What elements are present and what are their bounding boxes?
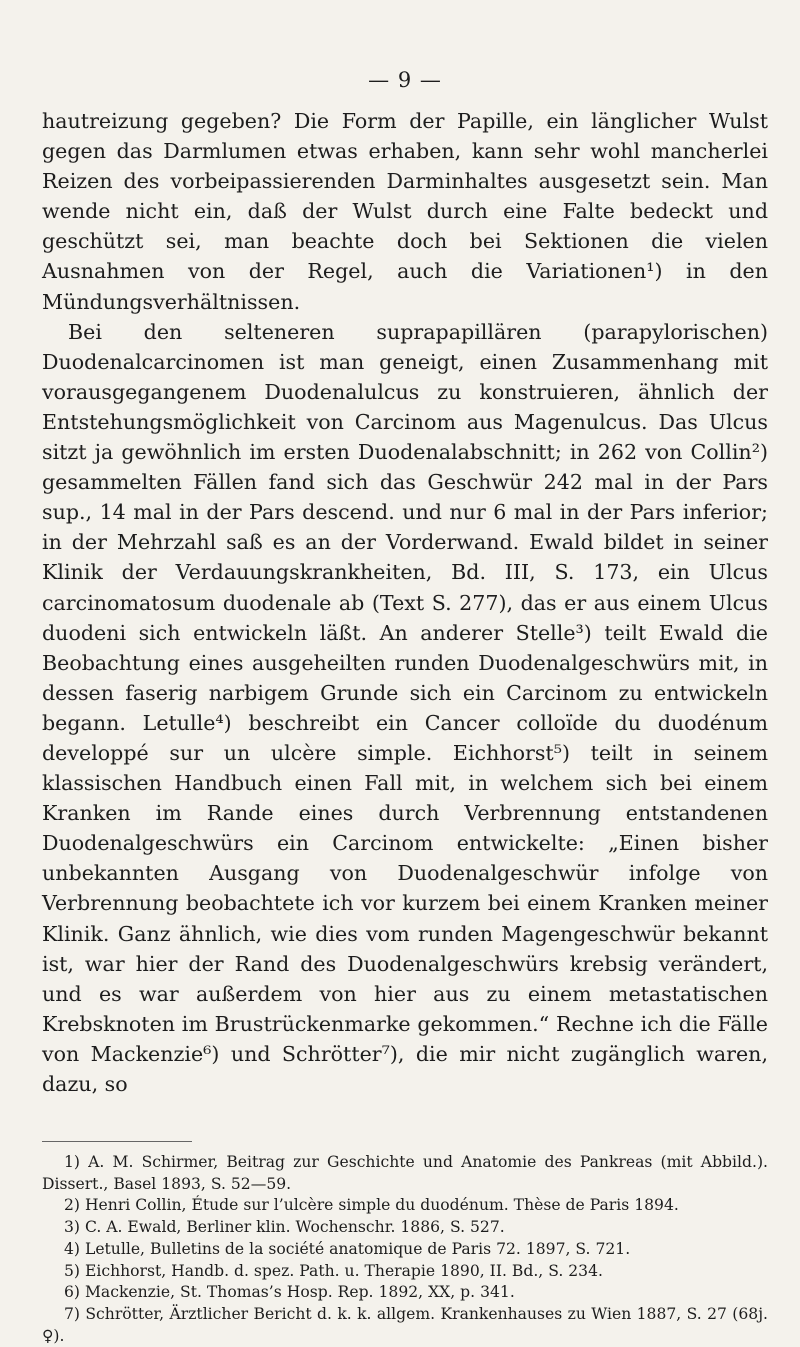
footnotes [42, 1152, 768, 1347]
paragraph-continuation: hautreizung gegeben? Die Form der Papille, ein länglicher Wulst gegen das Darmlumen etwas erhaben, kann sehr wohl mancherlei Reizen des vorbeipassierenden Darminhaltes ausgesetzt sein. Man wende nicht ein, daß der Wulst durch eine Falte bedeckt und geschützt sei, man beachte doch bei Sektionen die vielen Ausnahmen von der Regel, auch die Variationen¹) in den Mündungsverhältnissen. [42, 109, 768, 314]
page-number: — 9 — [368, 68, 442, 92]
footnote-2: 2) Henri Collin, Étude sur l’ulcère simple du duodénum. Thèse de Paris 1894. [64, 1196, 679, 1215]
footnote-7: 7) Schrötter, Ärztlicher Bericht d. k. k. allgem. Krankenhauses zu Wien 1887, S. 27 (68j. ♀). [42, 1304, 768, 1345]
footnote-3: 3) C. A. Ewald, Berliner klin. Wochenschr. 1886, S. 527. [64, 1218, 505, 1237]
paragraph-duodenal-carcinoma: Bei den selteneren suprapapillären (parapylorischen) Duodenalcarcinomen ist man geneigt, einen Zusammenhang mit vorausgegangenem Duodenalulcus zu konstruieren, ähnlich der Entstehungsmöglichkeit von Carcinom aus Magenulcus. Das Ulcus sitzt ja gewöhnlich im ersten Duodenalabschnitt; in 262 von Collin²) gesammelten Fällen fand sich das Geschwür 242 mal in der Pars sup., 14 mal in der Pars descend. und nur 6 mal in der Pars inferior; in der Mehrzahl saß es an der Vorderwand. Ewald bildet in seiner Klinik der Verdauungskrankheiten, Bd. III, S. 173, ein Ulcus carcinomatosum duodenale ab (Text S. 277), das er aus einem Ulcus duodeni sich entwickeln läßt. An anderer Stelle³) teilt Ewald die Beobachtung eines ausgeheilten runden Duodenalgeschwürs mit, in dessen faserig narbigem Grunde sich ein Carcinom zu entwickeln begann. Letulle⁴) beschreibt ein Cancer colloïde du duodénum developpé sur un ulcère simple. Eichhorst⁵) teilt in seinem klassischen Handbuch einen Fall mit, in welchem sich bei einem Kranken im Rande eines durch Verbrennung entstandenen Duodenalgeschwürs ein Carcinom entwickelte: „Einen bisher unbekannten Ausgang von Duodenalgeschwür infolge von Verbrennung beobachtete ich vor kurzem bei einem Kranken meiner Klinik. Ganz ähnlich, wie dies vom runden Magengeschwür bekannt ist, war hier der Rand des Duodenalgeschwürs krebsig verändert, und es war außerdem von hier aus zu einem metastatischen Krebsknoten im Brustrückenmarke gekommen.“ Rechne ich die Fälle von Mackenzie⁶) und Schrötter⁷), die mir nicht zugänglich waren, dazu, so [42, 319, 768, 1096]
footnote-6: 6) Mackenzie, St. Thomas’s Hosp. Rep. 1892, XX, p. 341. [64, 1283, 515, 1302]
footnote-divider [42, 1141, 192, 1142]
main-text [42, 106, 768, 1099]
footnote-1: 1) A. M. Schirmer, Beitrag zur Geschichte und Anatomie des Pankreas (mit Abbild.). Dissert., Basel 1893, S. 52—59. [42, 1153, 768, 1193]
book-page [42, 0, 768, 1345]
footnote-4: 4) Letulle, Bulletins de la société anatomique de Paris 72. 1897, S. 721. [64, 1239, 631, 1258]
footnote-5: 5) Eichhorst, Handb. d. spez. Path. u. Therapie 1890, II. Bd., S. 234. [64, 1261, 603, 1280]
